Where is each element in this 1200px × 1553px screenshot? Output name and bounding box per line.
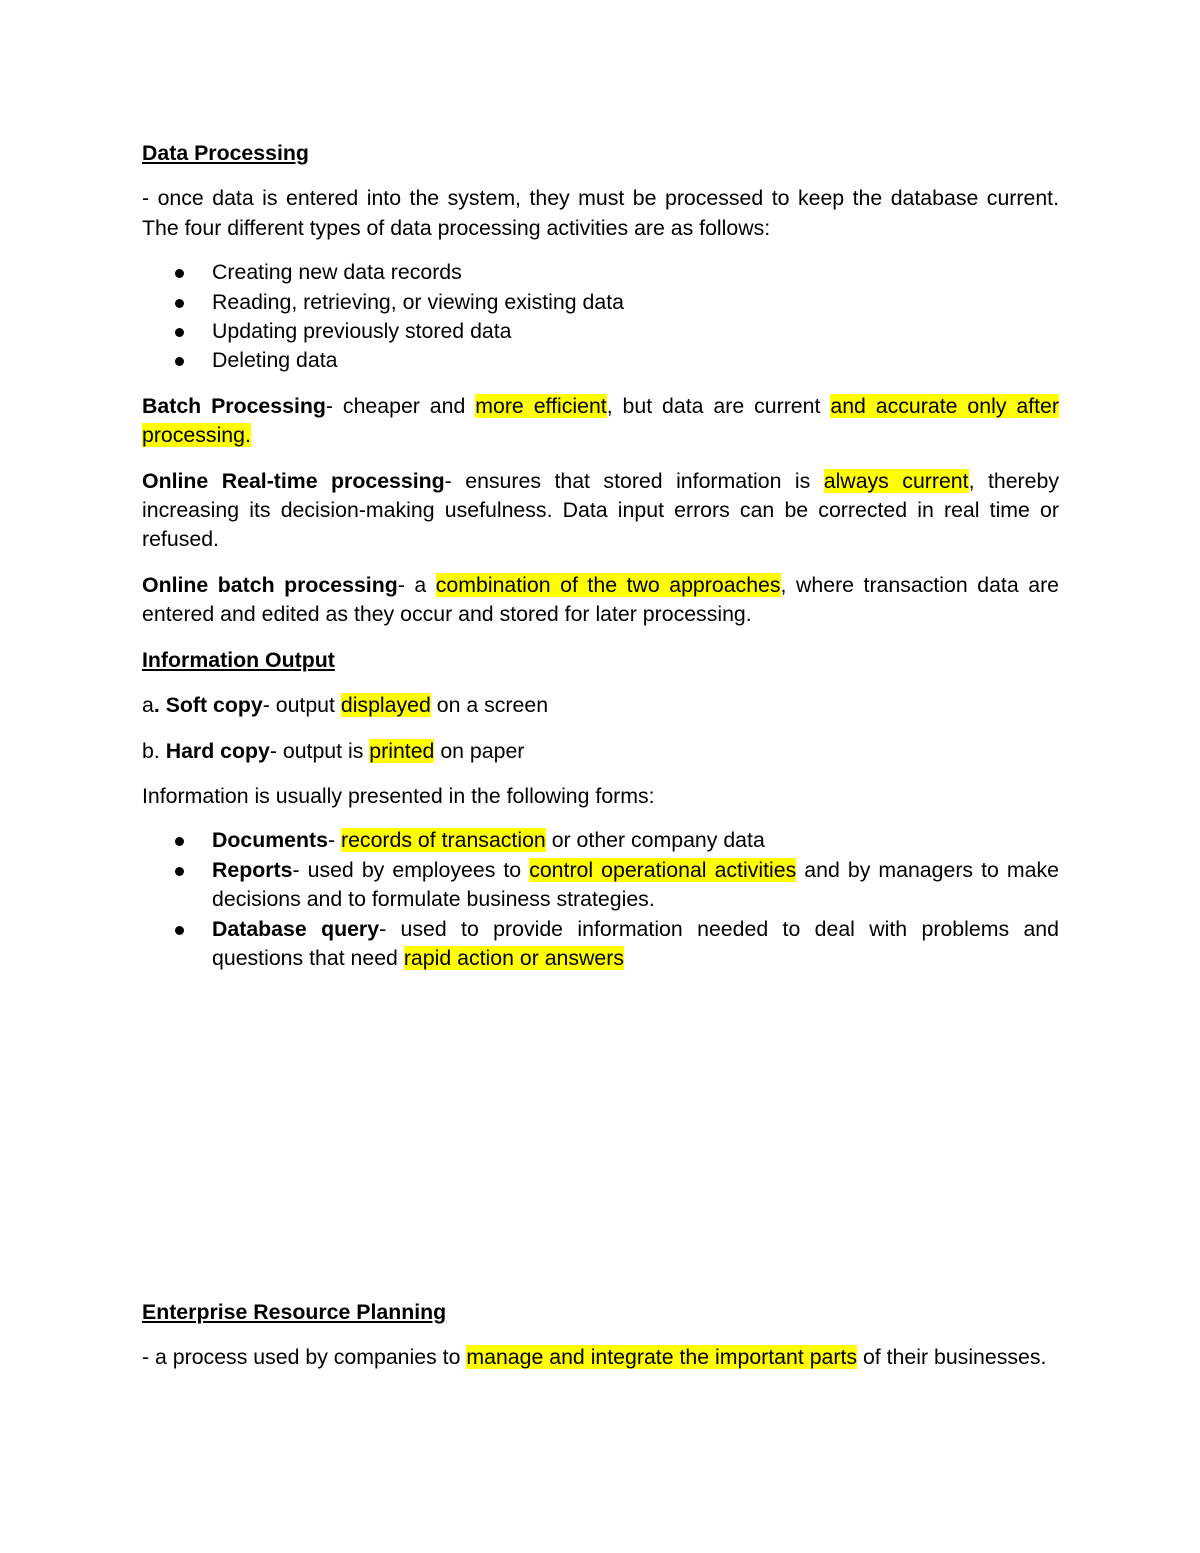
text-run: - used by employees to [292, 857, 530, 882]
highlight-printed: printed [369, 738, 435, 763]
highlight-records-of-transaction: records of transaction [340, 828, 546, 853]
batch-processing-paragraph [142, 392, 1059, 451]
heading-erp: Enterprise Resource Planning [142, 1300, 447, 1324]
highlight-rapid-action: rapid action or answers [403, 945, 625, 970]
term-reports: Reports [212, 857, 293, 882]
highlight-accurate-after-processing: and accurate only after processing. [142, 393, 1059, 448]
term-soft-copy: . Soft copy [153, 693, 263, 718]
list-item-documents [142, 826, 1059, 855]
text-run: - [327, 828, 341, 853]
heading-data-processing: Data Processing [142, 141, 309, 165]
text-run: a [142, 693, 154, 718]
text-run: b. [142, 738, 166, 763]
highlight-manage-integrate: manage and integrate the important parts [466, 1345, 858, 1370]
online-realtime-paragraph [142, 467, 1059, 555]
text-run: on paper [434, 738, 525, 763]
text-run: , thereby increasing its decision-making usefulness. Data input errors can be corrected in real time or refused. [142, 468, 1059, 552]
highlight-always-current: always current [823, 468, 969, 493]
heading-information-output: Information Output [142, 647, 335, 672]
term-hard-copy: Hard copy [165, 738, 270, 763]
list-item-reports [142, 856, 1059, 915]
list-item-database-query [142, 915, 1059, 974]
text-run: , but data are current [606, 393, 831, 418]
term-database-query: Database query [212, 916, 380, 941]
processing-activities-list [142, 258, 1059, 376]
output-forms-list [142, 826, 1059, 973]
text-run: - output is [269, 738, 370, 763]
highlight-control-operational: control operational activities [529, 857, 797, 882]
term-online-realtime: Online Real-time processing [142, 468, 445, 493]
list-item: Updating previously stored data [142, 317, 1059, 346]
text-run: - ensures that stored information is [444, 468, 824, 493]
text-run: - used to provide information needed to deal with problems and questions that need [212, 916, 1059, 970]
soft-copy-line [142, 691, 1059, 720]
term-documents: Documents [212, 828, 328, 853]
list-item: Creating new data records [142, 258, 1059, 287]
text-run: on a screen [430, 693, 549, 718]
term-batch-processing: Batch Processing [142, 393, 326, 418]
forms-intro: Information is usually presented in the following forms: [142, 783, 655, 808]
online-batch-paragraph [142, 571, 1059, 630]
list-item: Deleting data [142, 346, 1059, 375]
text-run: of their businesses. [857, 1345, 1047, 1370]
highlight-combination: combination of the two approaches [435, 572, 781, 597]
data-processing-intro: - once data is entered into the system, they must be processed to keep the database current. The four different types of data processing activities are as follows: [142, 186, 1059, 240]
term-online-batch: Online batch processing [142, 572, 398, 597]
text-run: - a [397, 572, 436, 597]
text-run: , where transaction data are entered and edited as they occur and stored for later processing. [142, 572, 1060, 627]
hard-copy-line [142, 737, 1059, 766]
erp-section [142, 1298, 1059, 1373]
text-run: - output [262, 693, 341, 718]
erp-paragraph [142, 1343, 1059, 1372]
document-content [142, 139, 1059, 973]
list-item: Reading, retrieving, or viewing existing data [142, 288, 1059, 317]
highlight-more-efficient: more efficient [475, 393, 607, 418]
text-run: - cheaper and [325, 393, 476, 418]
highlight-displayed: displayed [340, 693, 431, 718]
text-run: - a process used by companies to [142, 1345, 467, 1370]
text-run: and by managers to make decisions and to formulate business strategies. [212, 857, 1059, 912]
text-run: or other company data [545, 828, 765, 853]
